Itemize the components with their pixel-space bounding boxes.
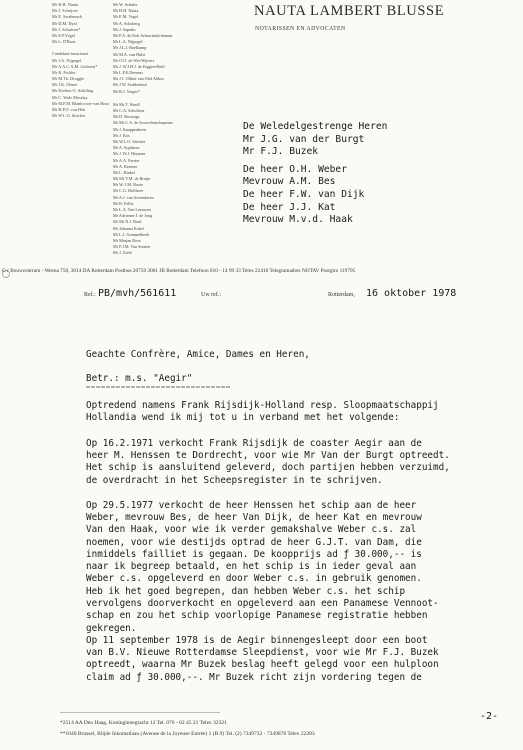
list-item: De heer O.H. Weber (243, 163, 347, 175)
text-line: naar ik begreep betaald, en het schip is in ieder geval aan (86, 560, 417, 572)
page-number: -2- (480, 711, 499, 722)
your-reference-label: Uw ref.: (201, 292, 221, 298)
text-line: noemen, voor wie destijds optrad de heer G.J.T. van Dam, die (86, 536, 422, 548)
text-line: schap en zou het schip voorlopige Panamese registratie hebben (86, 610, 428, 622)
subject-underline (86, 386, 236, 389)
list-item: Mr A. Schuberg (113, 20, 140, 26)
text-line: Weber, mevrouw Bes, de heer Van Dijk, de heer Kat en mevrouw (86, 512, 422, 524)
list-item: Mr A. Sopheres (113, 145, 140, 151)
list-item: Mr D.M. Dyal (52, 20, 77, 26)
text-line: Op 11 september 1978 is de Aegir binnengesleept door een boot (86, 635, 428, 646)
list-item: Mr A. Reemer (113, 163, 138, 169)
list-item: Mr A.A. Perrier (113, 157, 140, 163)
paragraph (86, 438, 516, 487)
text-line: Op 16.2.1971 verkocht Frank Rijsdijk de coaster Aegir aan de (86, 438, 422, 449)
list-item: Mr F.J.M. Van Straten (113, 244, 151, 250)
list-item: Mr W.L.O. Stricker (113, 138, 146, 144)
list-item: Mr J.A. Nijpogel (52, 57, 82, 63)
subject-line: Betr.: m.s. "Aegir" (86, 373, 193, 384)
list-item: Mr Mr C.A. de Scravelenschapman (113, 120, 173, 126)
footer-rule (60, 712, 220, 713)
text-line: inmiddels failliet is gegaan. De koopprijs ad ƒ 30.000,-- is (86, 548, 422, 560)
list-item: Mr A.J. van Swienderen (113, 194, 154, 200)
list-item: Mr E.M. Vogel (113, 14, 139, 20)
text-line: vervolgens doorverkocht en opgeleverd aan een Panamese Vennoot- (86, 598, 439, 610)
list-item: Mr L. Rinkel (113, 169, 135, 175)
list-item: Mr E.P.Vogel (52, 32, 75, 38)
text-line: optreedt, waarna Mr Buzek beslag heeft gelegd voor een hulploon (86, 659, 439, 671)
partner-list-right (113, 2, 203, 257)
firm-subtitle: NOTARISSEN EN ADVOCATEN (255, 26, 346, 32)
list-gap (113, 95, 203, 102)
list-item: Mr E. Swaberuch (52, 14, 83, 20)
list-item: Mr J.G. van der Burgt (243, 133, 365, 145)
list-item: Mr J. W.J.H.J. de Erggen-Bold (113, 63, 165, 69)
list-item: Mr J.W. Sodderland (113, 82, 147, 88)
list-item: Mr W. Schuler (113, 2, 138, 7)
list-item: Mr Marjan Rose (113, 237, 141, 243)
list-item: Mr L.J. Gommelbeek (113, 231, 150, 237)
list-item: Mr W. J.M. Rozie (113, 182, 144, 188)
list-item: De Weledelgestrenge Heren (243, 121, 388, 132)
list-item: Mr J. Schuiven* (52, 26, 81, 32)
list-item: Mr J.K. Olmer (52, 82, 78, 88)
salutation: Geachte Confrère, Amice, Dames en Heren, (86, 349, 310, 360)
text-line: Het schip is aansluitend geleverd, doch partijen hebben verzuimd, (86, 462, 450, 474)
paragraph (86, 400, 516, 424)
contact-line: G r Bouwcentrum - Weena 750, 3014 DA Rotterdam Postbus 20750 3001 JB Rotterdam Telefoon 010 - 14 99 33 Telex 22410 Telegramadres NOTAV Postgiro 119795 (2, 268, 356, 274)
list-item: Mr H.P.O. van Hek (52, 107, 86, 112)
list-item: Mr J. Ziehl (113, 250, 132, 256)
text-line: heer M. Henssen te Dordrecht, voor wie Mr Van der Burgt optreedt. (86, 450, 450, 462)
list-item: Mr Mr V.M. de Bruijn (113, 176, 151, 182)
list-item: Mr A.A.C.A.M. Gelissen* (52, 63, 98, 69)
list-item: Mr R.J. Verges* (113, 88, 141, 94)
list-item: Mevrouw M.v.d. Haak (243, 214, 353, 226)
list-item: Mr J. Sapalin (113, 26, 136, 32)
list-item: Mr L.P.E.Deerens (113, 70, 144, 76)
list-item: Mr J.J. Olthof van Olaf Altkos (113, 76, 165, 82)
list-item: Mr J. Knappenbeen (113, 126, 146, 132)
list-item: Mr R. Pichler (52, 69, 76, 75)
paragraph (86, 500, 516, 585)
list-item: Mr L.A. Van Leeuwen (113, 207, 151, 212)
list-item: Mr F.J. Buzek (243, 146, 319, 158)
list-item: Mr M.Th. Droggle (52, 76, 85, 82)
list-item: Mr Adrienne J. de Jong (113, 213, 153, 219)
list-item: Mr J. Kos (113, 132, 130, 138)
paragraph (86, 635, 516, 684)
text-line: gekregen. (86, 622, 137, 634)
list-item: Mr L.A. Nijpogel (113, 39, 143, 45)
footer-line: *2514 AA Den Haag, Koninginnegracht 12 Tel. 070 - 62 45 21 Telex 32321 (60, 720, 227, 726)
list-item: De heer J.J. Kat (243, 201, 336, 213)
list-item: Mr C.A. Scholtens (113, 108, 145, 113)
reference-value: PB/mvh/561611 (98, 288, 177, 299)
list-item: Candidaat-notarissen (52, 51, 89, 57)
addressee-block (243, 121, 387, 227)
list-item: Mr Johanna Kabel (113, 225, 144, 231)
paragraph (86, 586, 516, 635)
list-item: Mr H.H. Nauta (52, 2, 79, 7)
list-item: Mr Mr T. Wardl (113, 101, 140, 107)
list-item: Mr O.O. de Wet-Wijvers (113, 57, 155, 63)
list-item: Mr M.A. van Hulst (113, 51, 146, 57)
text-line: de overdracht in het Scheepsregister in te schrijven. (86, 474, 383, 486)
text-line: van B.V. Nieuwe Rotterdamse Sleepdienst, voor wie Mr F.J. Buzek (86, 647, 439, 659)
list-item: De heer F.W. van Dijk (243, 188, 365, 200)
footer-line: **1040 Brussel, Blijde Inkomstlaan (Avenue de la Joyeuse Entrée) 1 (B.9) Tel. (2) 7349732 - 7349878 Telex 22283 (60, 731, 315, 737)
list-item: Mr C.G. Hollboer (113, 188, 144, 194)
text-line: Weber c.s. opgeleverd en door Weber c.s. in gebruik genomen. (86, 573, 422, 585)
list-item: Mr P.A. de Kok Schawinski-daman (113, 32, 173, 38)
text-line: Van den Haak, voor wie ik verder gemakshalve Weber c.s. zal (86, 524, 417, 536)
list-item: Mr W.L.O. Stricker (52, 113, 86, 119)
letter-date: 16 oktober 1978 (366, 288, 457, 299)
text-line: Hollandia wend ik mij tot u in verband met het volgende: (86, 412, 400, 424)
reference-label: Ref.: (84, 292, 96, 298)
list-item: Mr D. Rossings (113, 114, 140, 120)
list-item: Mr C. Wale Mosslay (52, 94, 88, 100)
firm-name: NAUTA LAMBERT BLUSSE (254, 3, 445, 19)
list-item: Mr J. Schrijver (52, 8, 78, 14)
text-line: claim ad ƒ 30.000,--. Mr Buzek richt zijn vordering tegen de (86, 671, 422, 683)
list-item: Mr R. Fellis (113, 200, 134, 206)
text-line: Optredend namens Frank Rijsdijk-Holland resp. Sloopmaatschappij (86, 400, 439, 411)
list-item: Mr H.H. Nauta (113, 8, 139, 14)
text-line: Heb ik het goed begrepen, dan hebben Weber c.s. het schip (86, 586, 406, 597)
list-item: Mr Eveline O. Schilling (52, 88, 94, 94)
text-line: Op 29.5.1977 verkocht de heer Henssen het schip aan de heer (86, 500, 417, 511)
list-item: Mr Mr N.J. Bertl (113, 219, 142, 225)
list-item: Mr J.L.J. Boelkamp (113, 45, 147, 51)
place-label: Rotterdam, (328, 292, 355, 298)
list-item: Mevrouw A.M. Bes (243, 176, 336, 188)
list-item: Mr M.P.M. Blankvoort-van Hout (52, 100, 109, 106)
list-item: Mr J. W.J. Heyman (113, 151, 146, 157)
list-item: Mr L. D'Ruas (52, 39, 76, 45)
